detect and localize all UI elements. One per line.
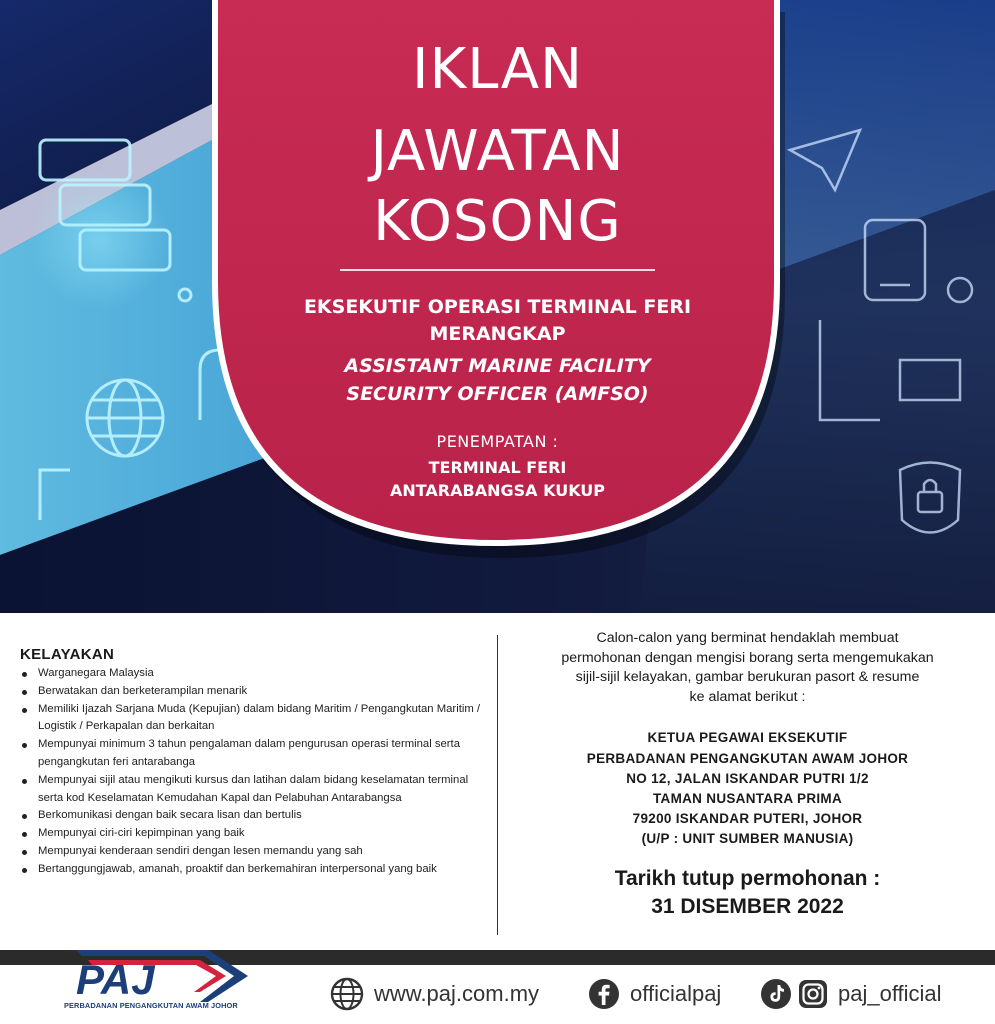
list-item: Mempunyai kenderaan sendiri dengan lesen memandu yang sah <box>20 843 490 861</box>
list-item: Warganegara Malaysia <box>20 665 490 683</box>
application-section <box>505 629 990 919</box>
intro-line: permohonan dengan mengisi borang serta mengemukakan <box>561 649 934 666</box>
qualifications-section <box>20 646 490 879</box>
closing-date: 31 DISEMBER 2022 <box>651 894 844 918</box>
title-line-1: IKLAN <box>412 37 583 102</box>
list-item: Memiliki Ijazah Sarjana Muda (Kepujian) dalam bidang Maritim / Pengangkutan Maritim / Logistik / Perkapalan dan berkaitan <box>20 701 490 737</box>
intro-line: sijil-sijil kelayakan, gambar berukuran pasort & resume <box>575 669 920 686</box>
position-line-3: ASSISTANT MARINE FACILITY <box>344 355 651 377</box>
facebook-link[interactable] <box>588 976 721 1012</box>
address-line: TAMAN NUSANTARA PRIMA <box>652 790 843 806</box>
placement-label: PENEMPATAN : <box>436 432 559 451</box>
facebook-icon <box>588 978 620 1010</box>
position-line-4: SECURITY OFFICER (AMFSO) <box>346 383 649 405</box>
logo-wordmark: PAJ <box>76 956 155 1003</box>
logo-caption: PERBADANAN PENGANGKUTAN AWAM JOHOR <box>64 1001 238 1010</box>
list-item: Mempunyai sijil atau mengikuti kursus dan latihan dalam bidang keselamatan terminal serta kod Keselamatan Kemudahan Kapal dan Pelabuhan Antarabangsa <box>20 772 490 808</box>
website-text: www.paj.com.my <box>374 981 540 1006</box>
social-handle-text: paj_official <box>838 981 942 1006</box>
instagram-icon <box>798 979 828 1009</box>
facebook-text: officialpaj <box>630 981 722 1006</box>
position-line-1: EKSEKUTIF OPERASI TERMINAL FERI <box>303 296 692 318</box>
website-link[interactable] <box>330 976 539 1012</box>
intro-line: Calon-calon yang berminat hendaklah membuat <box>596 630 899 646</box>
closing-date-label: Tarikh tutup permohonan : <box>614 866 881 890</box>
address-line: NO 12, JALAN ISKANDAR PUTRI 1/2 <box>626 770 869 786</box>
tiktok-icon <box>760 978 792 1010</box>
placement-line-1: TERMINAL FERI <box>428 458 567 477</box>
column-divider <box>497 635 498 935</box>
qualifications-heading: KELAYAKAN <box>20 646 115 663</box>
title-line-2: JAWATAN <box>370 119 625 184</box>
intro-line: ke alamat berikut : <box>689 688 806 705</box>
social-handle-link[interactable] <box>760 976 942 1012</box>
placement-line-2: ANTARABANGSA KUKUP <box>389 481 606 500</box>
list-item: Bertanggungjawab, amanah, proaktif dan berkemahiran interpersonal yang baik <box>20 861 490 879</box>
list-item: Mempunyai ciri-ciri kepimpinan yang baik <box>20 825 490 843</box>
address-line: (U/P : UNIT SUMBER MANUSIA) <box>641 831 854 847</box>
position-line-2: MERANGKAP <box>429 323 566 345</box>
application-intro <box>505 629 990 707</box>
address-line: PERBADANAN PENGANGKUTAN AWAM JOHOR <box>586 750 909 766</box>
address-line: 79200 ISKANDAR PUTERI, JOHOR <box>632 811 863 827</box>
list-item: Mempunyai minimum 3 tahun pengalaman dalam pengurusan operasi terminal serta pengangkutan feri antarabanga <box>20 736 490 772</box>
qualifications-list <box>20 665 490 879</box>
title-divider <box>340 269 655 271</box>
address-line: KETUA PEGAWAI EKSEKUTIF <box>647 730 848 746</box>
globe-icon <box>330 977 364 1011</box>
list-item: Berwatakan dan berketerampilan menarik <box>20 683 490 701</box>
list-item: Berkomunikasi dengan baik secara lisan dan bertulis <box>20 807 490 825</box>
mailing-address <box>505 728 990 849</box>
title-line-3: KOSONG <box>373 189 622 254</box>
